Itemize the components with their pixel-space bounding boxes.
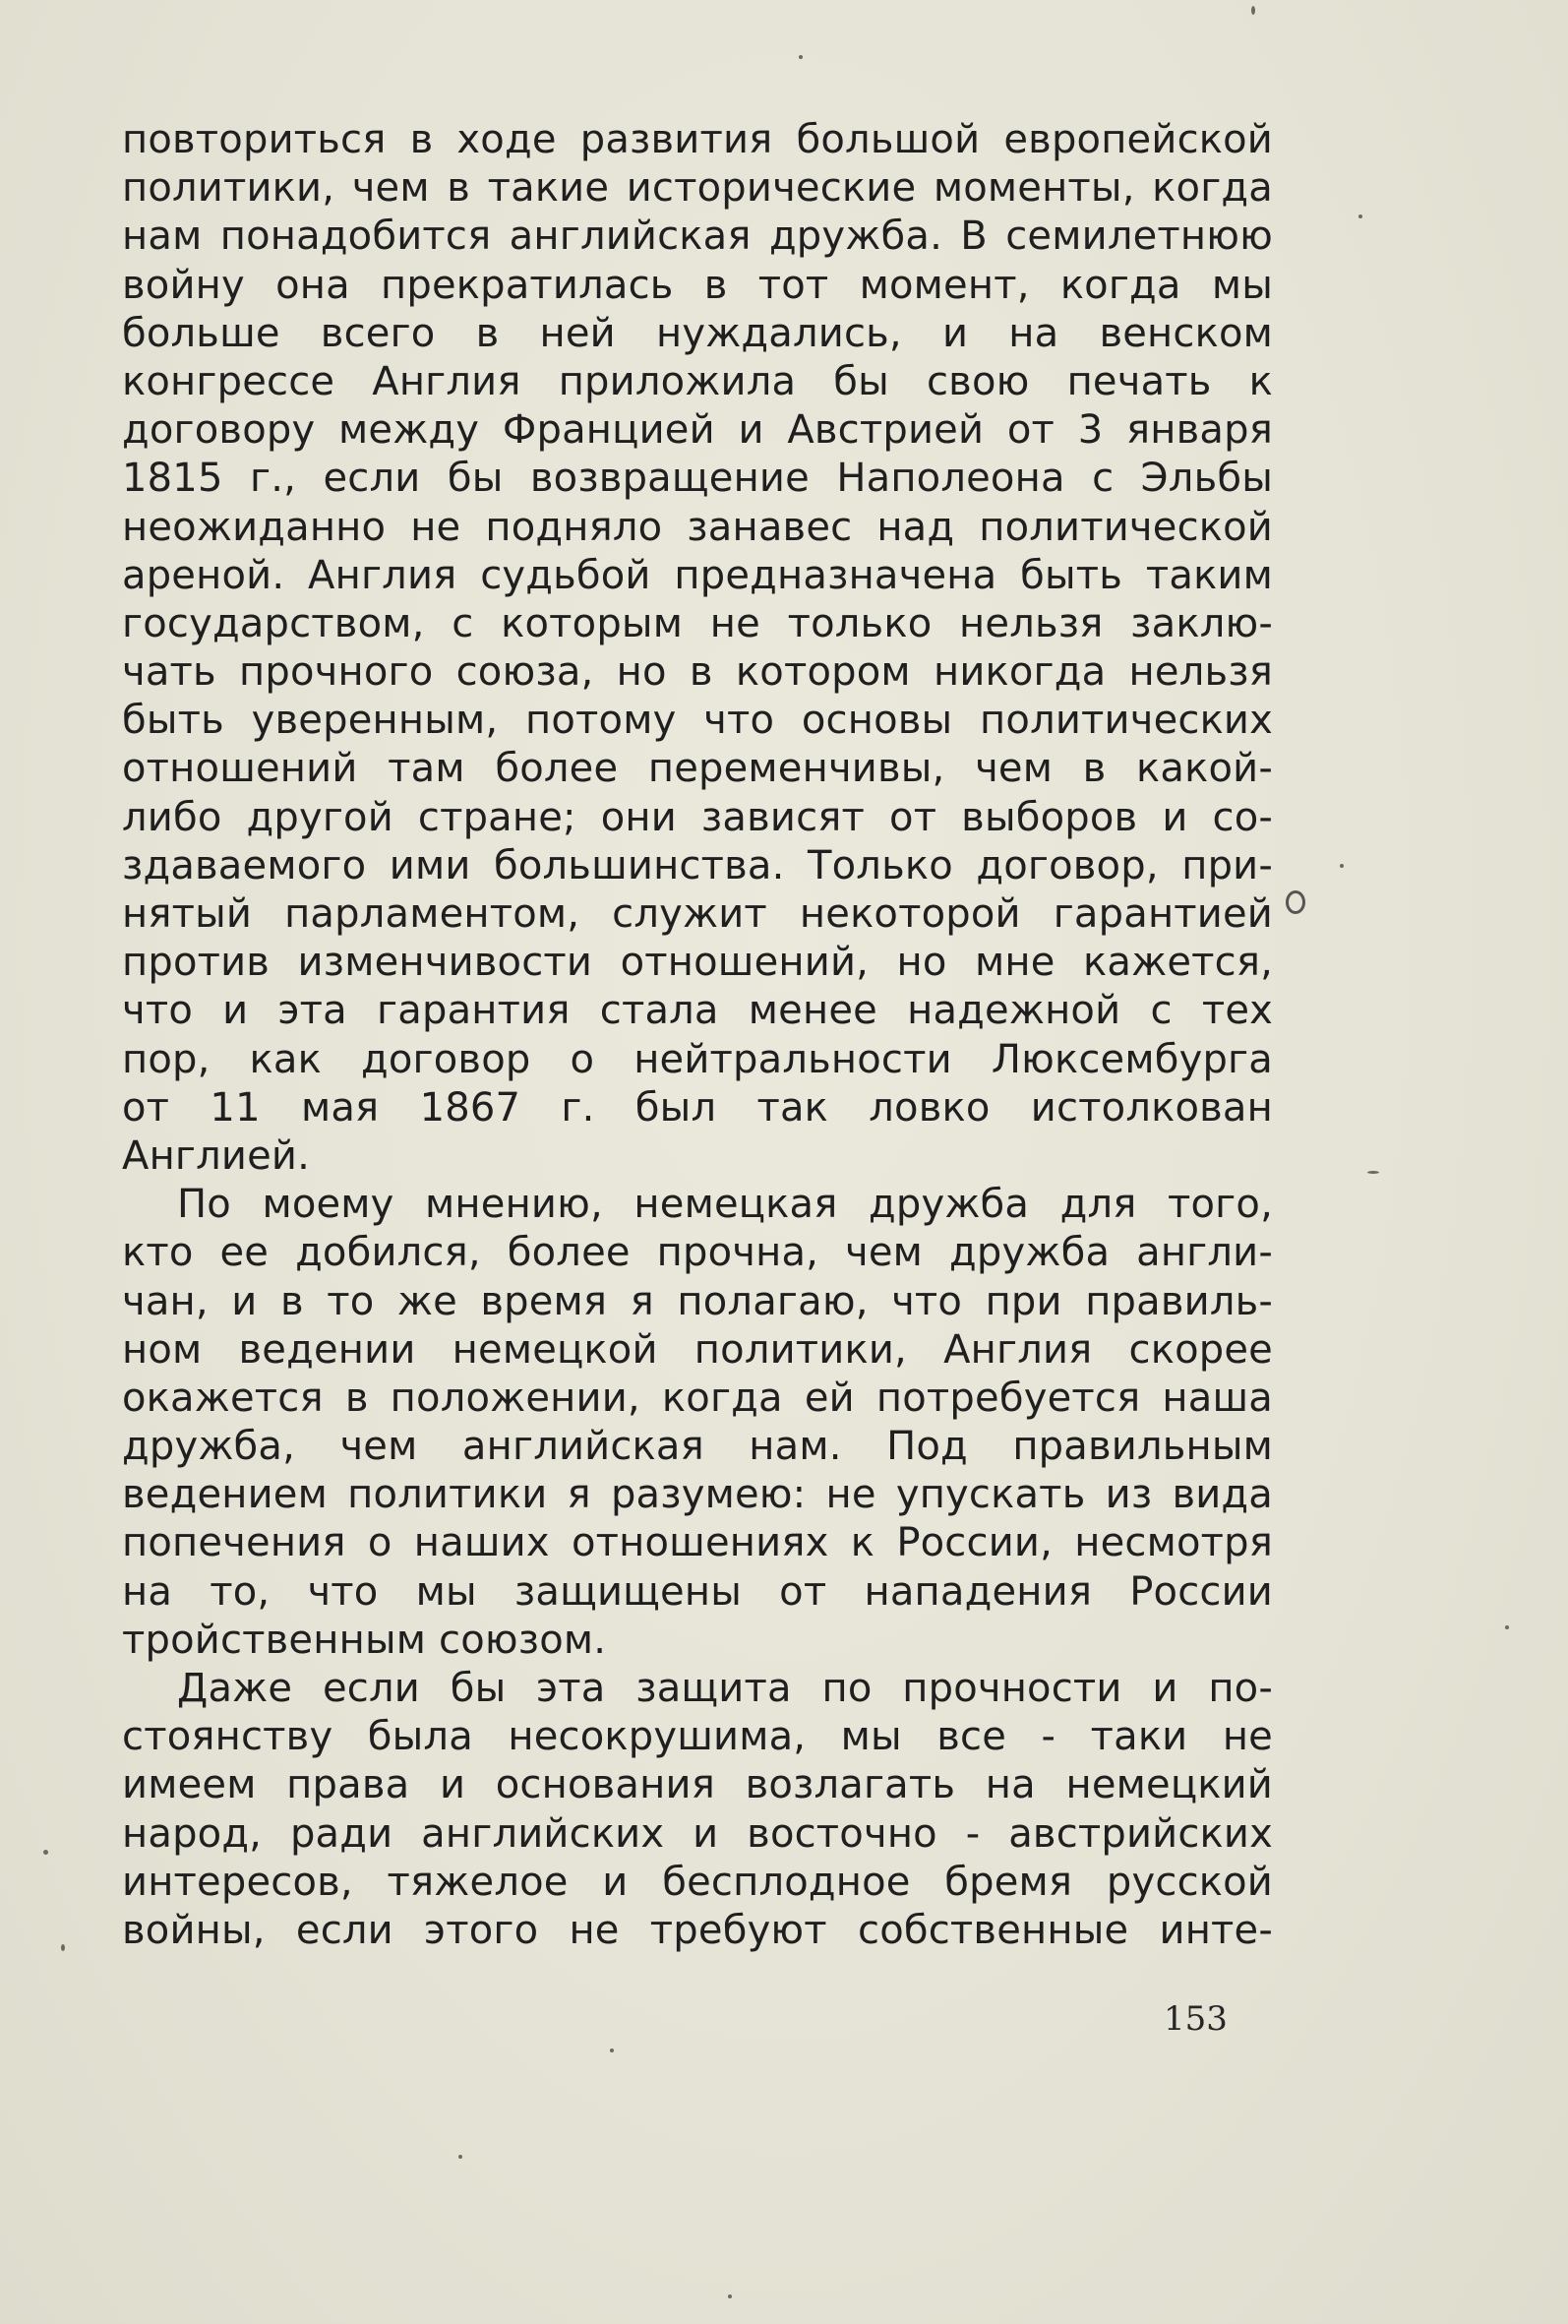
text-line: на то, что мы защищены от нападения России (122, 1568, 1273, 1615)
text-line: войну она прекратилась в тот момент, когда мы (122, 262, 1273, 308)
text-line: имеем права и основания возлагать на немецкий (122, 1762, 1273, 1808)
paper-speck (43, 1850, 48, 1855)
text-line: договору между Францией и Австрией от 3 января (122, 407, 1273, 454)
paper-speck (458, 2155, 462, 2159)
text-line: войны, если этого не требуют собственные инте- (122, 1907, 1273, 1953)
paper-speck (1340, 864, 1344, 868)
text-line: повториться в ходе развития большой европейской (122, 117, 1273, 162)
text-line: чан, и в то же время я полагаю, что при правиль- (122, 1278, 1273, 1324)
paper-speck (610, 2049, 614, 2052)
paper-blemish (1286, 890, 1305, 914)
text-line: отношений там более переменчивы, чем в какой- (122, 746, 1273, 792)
text-line: нам понадобится английская дружба. В семилетнюю (122, 214, 1273, 260)
text-line: здаваемого ими большинства. Только договор, при- (122, 842, 1273, 888)
text-line: стоянству была несокрушима, мы все - таки не (122, 1714, 1273, 1760)
text-line: конгрессе Англия приложила бы свою печать к (122, 358, 1273, 404)
paper-speck (1367, 1171, 1379, 1174)
text-line: 1815 г., если бы возвращение Наполеона с Эльбы (122, 456, 1273, 502)
text-line: против изменчивости отношений, но мне кажется, (122, 940, 1273, 986)
text-line: кто ее добился, более прочна, чем дружба англи- (122, 1230, 1273, 1276)
paper-speck (1358, 214, 1362, 218)
text-line: попечения о наших отношениях к России, несмотря (122, 1520, 1273, 1566)
paper-speck (728, 2294, 732, 2298)
paper-speck (61, 1944, 65, 1951)
text-line: чать прочного союза, но в котором никогда нельзя (122, 649, 1273, 696)
text-line: что и эта гарантия стала менее надежной с тех (122, 988, 1273, 1034)
page-number: 153 (1164, 1999, 1228, 2039)
text-line: больше всего в ней нуждались, и на венском (122, 310, 1273, 356)
text-line: неожиданно не подняло занавес над политической (122, 504, 1273, 550)
text-line: дружба, чем английская нам. Под правильным (122, 1424, 1273, 1470)
text-line: политики, чем в такие исторические моменты, когда (122, 165, 1273, 212)
text-line: ном ведении немецкой политики, Англия скорее (122, 1326, 1273, 1373)
text-line: ведением политики я разумею: не упускать из вида (122, 1472, 1273, 1518)
text-line: интересов, тяжелое и бесплодное бремя русской (122, 1859, 1273, 1905)
text-line: По моему мнению, немецкая дружба для того, (177, 1182, 1273, 1228)
paper-speck (1505, 1625, 1509, 1629)
text-line: либо другой стране; они зависят от выборов и со- (122, 794, 1273, 840)
text-line: Англией. (122, 1132, 311, 1179)
text-line: пор, как договор о нейтральности Люксембурга (122, 1036, 1273, 1082)
text-line: Даже если бы эта защита по прочности и по- (177, 1666, 1273, 1711)
text-line: от 11 мая 1867 г. был так ловко истолкован (122, 1084, 1273, 1131)
text-line: народ, ради английских и восточно - австрийских (122, 1810, 1273, 1857)
text-line: быть уверенным, потому что основы политических (122, 698, 1273, 744)
text-line: нятый парламентом, служит некоторой гарантией (122, 891, 1273, 937)
paper-speck (799, 55, 803, 59)
paper-speck (1251, 6, 1255, 15)
text-line: окажется в положении, когда ей потребуется наша (122, 1375, 1273, 1421)
text-line: государством, с которым не только нельзя заклю- (122, 600, 1273, 646)
text-line: тройственным союзом. (122, 1617, 607, 1663)
body-text (122, 116, 1273, 1955)
text-line: ареной. Англия судьбой предназначена быть таким (122, 552, 1273, 598)
